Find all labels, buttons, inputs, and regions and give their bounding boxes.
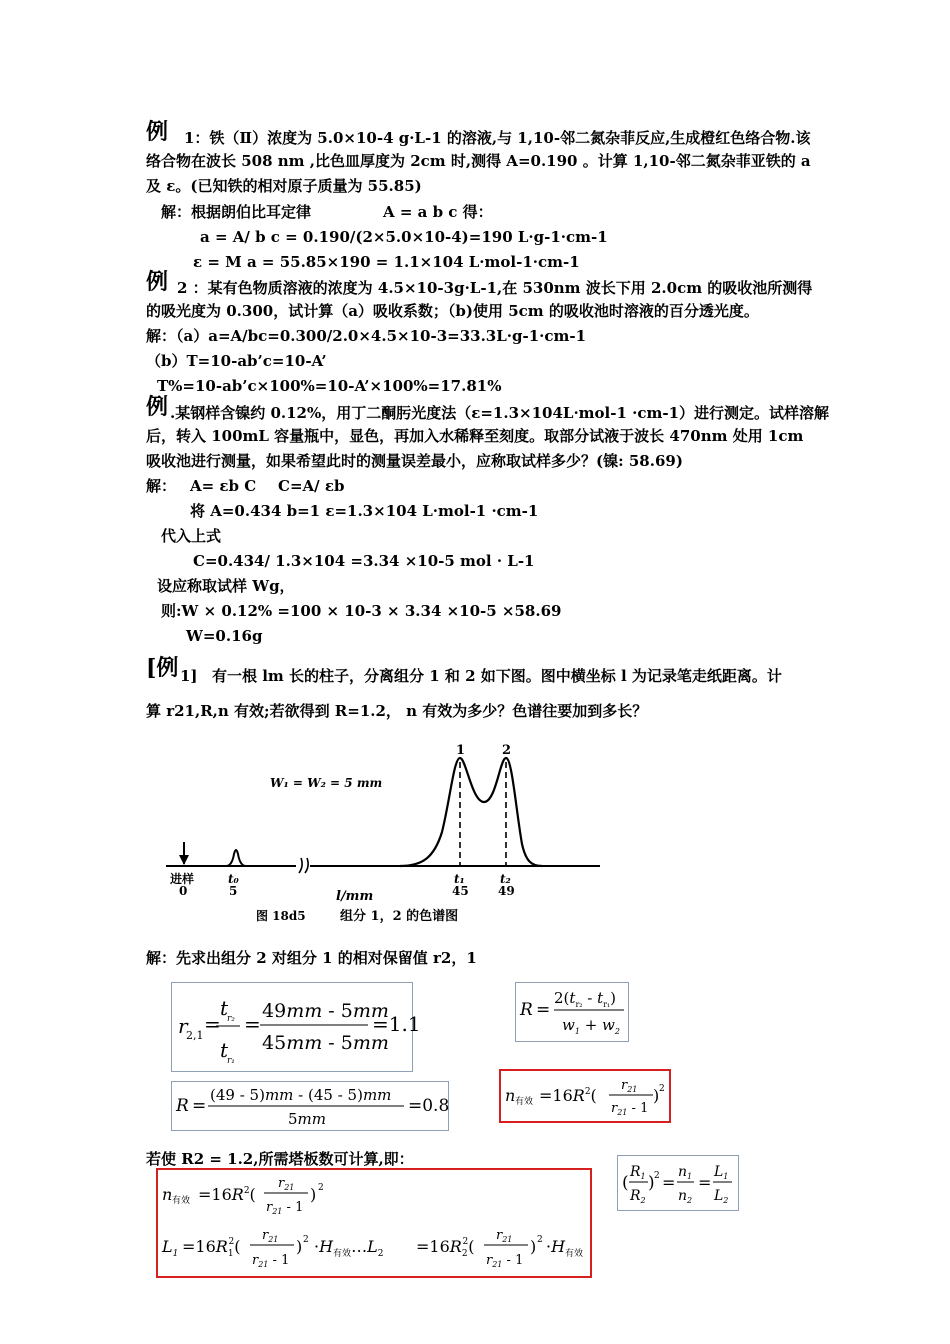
example-4-line-1: 有一根 lm 长的柱子，分离组分 1 和 2 如下图。图中横坐标 l 为记录笔走纸距离。计	[212, 667, 782, 685]
example-1-label: 例	[146, 119, 169, 145]
svg-text:r21: $r_{21}$	[262, 1228, 279, 1244]
svg-text:r21: $r_{21}$	[496, 1228, 513, 1244]
svg-text:L2: $L_2$	[714, 1188, 729, 1205]
svg-text:=16R2(: $=16R^2$(	[198, 1185, 256, 1204]
svg-text:R: R	[520, 1000, 533, 1020]
formula-plate-length-box	[156, 1168, 592, 1278]
example-4-solution-1: 解：先求出组分 2 对组分 1 的相对保留值 r2，1	[146, 949, 477, 967]
example-2-line-1: 2 ：某有色物质溶液的浓度为 4.5×10-3g·L-1,在 530nm 波长下用 2.0cm 的吸收池所测得	[177, 279, 813, 297]
example-1-line-2: 络合物在波长 508 nm ,比色皿厚度为 2cm 时,测得 A=0.190 。计算 1,10-邻二氮杂菲亚铁的 a	[146, 152, 811, 170]
svg-text:r21: $r_{21}$	[621, 1078, 638, 1094]
example-4-solution-2: 若使 R2 = 1.2,所需塔板数可计算,即：	[146, 1150, 414, 1168]
svg-text:2: 2	[659, 1084, 665, 1094]
formula-resolution-value	[172, 1082, 448, 1130]
svg-text:): )	[296, 1237, 303, 1256]
formula-ratio	[618, 1156, 738, 1210]
svg-text:=: =	[536, 1000, 551, 1020]
formula-resolution-box	[515, 982, 629, 1042]
example-1-solution-3: ε = M a = 55.85×190 = 1.1×104 L·mol-1·cm-1	[193, 253, 580, 271]
svg-text:=: =	[244, 1012, 261, 1036]
svg-text:r21: $r_{21}$	[278, 1176, 295, 1192]
svg-text:r21 - 1: $r_{21} - 1$	[266, 1200, 304, 1216]
example-2-solution-3: T%=10-ab’c×100%=10-A’×100%=17.81%	[157, 377, 502, 395]
svg-text:2(tr₂ - tr₁): $2(t_{r_2} - t_{r_1})$	[554, 989, 616, 1009]
svg-text:2: 2	[654, 1171, 660, 1181]
caption-number: 图 18d5	[256, 909, 306, 923]
t0-peak	[226, 850, 246, 866]
example-3-solution-6: 则:W × 0.12% =100 × 10-3 × 3.34 ×10-5 ×58.69	[161, 602, 562, 620]
example-1-solution-1b: A = a b c 得：	[383, 203, 493, 221]
example-1-solution-2: a = A/ b c = 0.190/(2×5.0×10-4)=190 L·g-1·cm-1	[200, 228, 608, 246]
svg-text:·H有效: $\cdot H_{有效}$	[546, 1237, 584, 1259]
svg-text:w1 + w2: $w_1 + w_2$	[562, 1016, 620, 1036]
svg-text:(: (	[622, 1173, 629, 1193]
svg-text:2: 2	[537, 1235, 543, 1245]
example-2-solution-1: 解：（a）a=A/bc=0.300/2.0×4.5×10-3=33.3L·g-1·cm-1	[146, 327, 587, 345]
svg-text:=1.1: =1.1	[372, 1012, 421, 1036]
svg-text:): )	[653, 1086, 660, 1105]
svg-text:): )	[530, 1237, 537, 1256]
width-label: W₁ = W₂ = 5 mm	[270, 776, 383, 790]
t1-value: 45	[452, 884, 469, 898]
svg-text:n: n	[162, 1185, 173, 1204]
svg-text:(49 - 5)mm - (45 - 5)mm: (49 - 5)mm - (45 - 5)mm	[210, 1086, 392, 1104]
example-2-label: 例	[146, 269, 169, 295]
svg-text:=16R2(: $=16R^2$(	[539, 1086, 597, 1105]
svg-text:有效: 有效	[172, 1196, 191, 1206]
t2-label: t₂	[500, 872, 511, 886]
formula-r21	[172, 983, 421, 1071]
chromatogram-figure	[160, 740, 610, 930]
example-1-line-3: 及 ε。(已知铁的相对原子质量为 55.85)	[146, 177, 422, 195]
svg-text:n1: $n_1$	[678, 1164, 693, 1181]
svg-text:=0.8: =0.8	[408, 1096, 450, 1116]
svg-text:49mm - 5mm: 49mm - 5mm	[262, 1000, 389, 1022]
svg-text:2,1: 2,1	[186, 1029, 204, 1042]
example-3-solution-7: W=0.16g	[186, 627, 263, 645]
svg-text:R: R	[176, 1096, 189, 1116]
svg-text:t: t	[220, 1038, 229, 1062]
example-4-label: [例	[146, 655, 179, 681]
example-1-solution-1a: 解：根据朗伯比耳定律	[161, 203, 312, 221]
svg-text:r₁: r₁	[227, 1056, 235, 1066]
formula-plate-length	[158, 1170, 590, 1276]
caption-title: 组分 1，2 的色谱图	[340, 909, 459, 924]
svg-text:·H有效…L2: $\cdot H_{有效}\dots L_2$	[314, 1237, 384, 1259]
svg-text:=16R22(: $=16R_22$(	[416, 1237, 475, 1259]
example-4-number: 1]	[180, 667, 198, 685]
svg-text:L1: $L_1$	[162, 1237, 179, 1259]
svg-text:n: n	[505, 1086, 516, 1105]
example-3-solution-4: C=0.434/ 1.3×104 =3.34 ×10-5 mol · L-1	[193, 552, 535, 570]
peak-2-label: 2	[502, 743, 512, 758]
example-3-label: 例	[146, 394, 169, 420]
example-3-solution-1b: A= εb C	[190, 477, 257, 495]
example-3-solution-1c: C=A/ εb	[278, 477, 345, 495]
example-3-solution-2: 将 A=0.434 b=1 ε=1.3×104 L·mol-1 ·cm-1	[190, 502, 539, 520]
formula-n-effective	[501, 1071, 669, 1121]
example-3-line-1: .某钢样含镍约 0.12%，用丁二酮肟光度法（ε=1.3×104L·mol-1 ·cm-1）进行测定。试样溶解	[170, 404, 830, 422]
example-3-line-2: 后，转入 100mL 容量瓶中，显色，再加入水稀释至刻度。取部分试液于波长 470nm 处用 1cm	[146, 427, 804, 445]
svg-text:r: r	[178, 1014, 188, 1038]
t0-label: t₀	[228, 872, 239, 886]
svg-text:): )	[310, 1185, 317, 1204]
svg-text:=: =	[698, 1173, 712, 1192]
svg-text:45mm - 5mm: 45mm - 5mm	[262, 1032, 389, 1054]
svg-text:r21 - 1: $r_{21} - 1$	[611, 1101, 649, 1117]
svg-text:=16R12(: $=16R_12$(	[182, 1237, 241, 1259]
svg-text:R1: $R_1$	[630, 1164, 646, 1181]
x-axis-label: l/mm	[336, 889, 374, 904]
example-2-line-2: 的吸光度为 0.300，试计算（a）吸收系数；（b)使用 5cm 的吸收池时溶液的百分透光度。	[146, 302, 759, 320]
svg-text:2: 2	[318, 1183, 324, 1193]
formula-resolution	[516, 983, 628, 1041]
formula-resolution-value-box	[171, 1081, 449, 1131]
svg-text:=: =	[204, 1012, 221, 1036]
inject-value: 0	[179, 884, 188, 898]
svg-text:n2: $n_2$	[678, 1188, 693, 1205]
svg-text:L1: $L_1$	[714, 1164, 729, 1181]
peaks-1-2	[400, 758, 542, 866]
axis-break-mark	[299, 858, 308, 873]
example-4-line-2: 算 r21,R,n 有效;若欲得到 R=1.2， n 有效为多少？色谱往要加到多长？	[146, 702, 648, 720]
formula-n-effective-box	[499, 1069, 671, 1123]
svg-text:r21 - 1: $r_{21} - 1$	[486, 1253, 524, 1269]
svg-text:=: =	[662, 1173, 676, 1192]
svg-text:有效: 有效	[515, 1097, 534, 1107]
example-2-solution-2: （b）T=10-ab’c=10-A’	[146, 352, 327, 370]
formula-r21-box	[171, 982, 421, 1072]
example-1-line-1: 1：铁（Ⅱ）浓度为 5.0×10-4 g·L-1 的溶液,与 1,10-邻二氮杂菲反应,生成橙红色络合物.该	[184, 129, 811, 147]
svg-text:r21 - 1: $r_{21} - 1$	[252, 1253, 290, 1269]
t1-label: t₁	[454, 872, 465, 886]
svg-text:t: t	[220, 996, 229, 1020]
svg-text:): )	[648, 1173, 655, 1193]
peak-1-label: 1	[456, 743, 466, 758]
t0-value: 5	[229, 884, 238, 898]
svg-text:=: =	[192, 1096, 207, 1116]
example-3-solution-1a: 解：	[146, 477, 177, 495]
inject-label: 进样	[170, 872, 195, 886]
svg-text:5mm: 5mm	[288, 1110, 326, 1128]
formula-ratio-box	[617, 1155, 739, 1211]
example-3-solution-5: 设应称取试样 Wg，	[157, 577, 295, 595]
t2-value: 49	[498, 884, 515, 898]
example-3-solution-3: 代入上式	[161, 527, 222, 545]
svg-text:R2: $R_2$	[630, 1188, 646, 1205]
svg-text:r₂: r₂	[227, 1014, 235, 1024]
example-3-line-3: 吸收池进行测量，如果希望此时的测量误差最小，应称取试样多少？(镍: 58.69)	[146, 452, 683, 470]
svg-text:2: 2	[303, 1235, 309, 1245]
